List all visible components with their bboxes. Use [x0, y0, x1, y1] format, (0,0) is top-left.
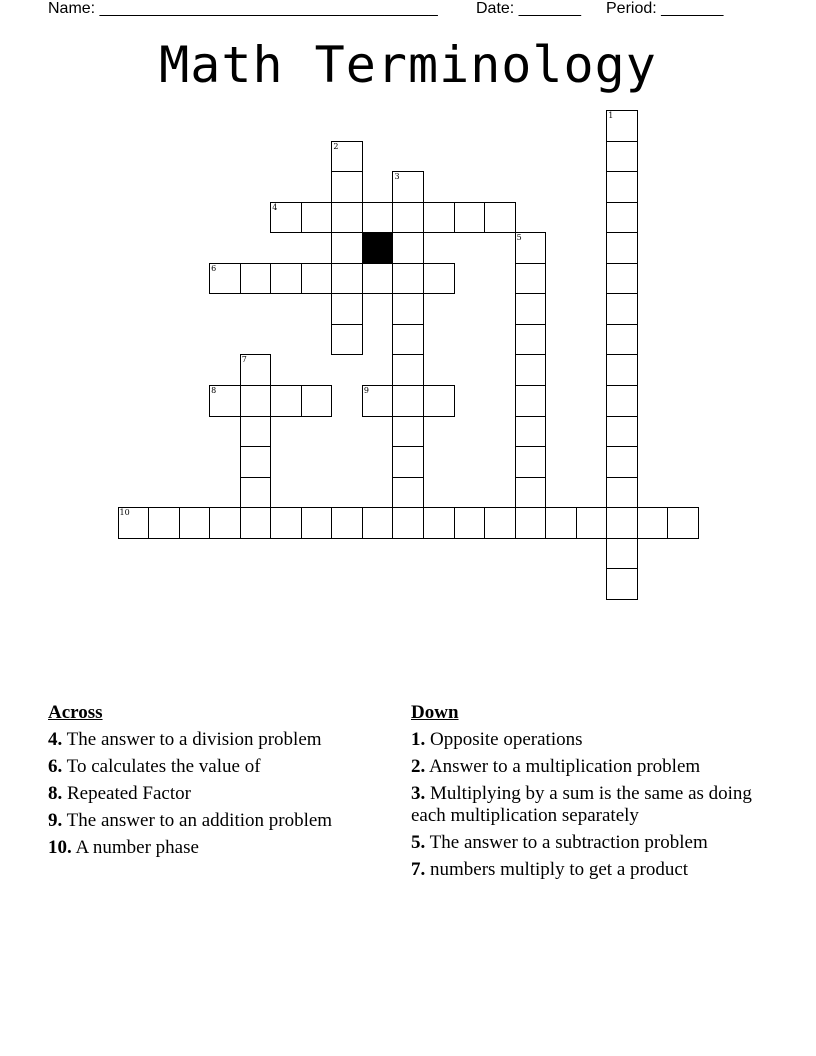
- period-label[interactable]: Period: _______: [606, 0, 724, 17]
- answer-cell[interactable]: [606, 385, 638, 417]
- answer-cell[interactable]: [392, 446, 424, 478]
- answer-cell[interactable]: [606, 110, 638, 142]
- answer-cell[interactable]: [515, 385, 547, 417]
- answer-cell[interactable]: [240, 354, 272, 386]
- answer-cell[interactable]: [270, 507, 302, 539]
- answer-cell[interactable]: [515, 446, 547, 478]
- clue-number-label: 4: [272, 202, 278, 212]
- answer-cell[interactable]: [423, 385, 455, 417]
- clue-text: The answer to an addition problem: [66, 810, 333, 831]
- answer-cell[interactable]: [606, 263, 638, 295]
- answer-cell[interactable]: [515, 263, 547, 295]
- answer-cell[interactable]: [301, 385, 333, 417]
- clue-text: The answer to a subtraction problem: [429, 832, 708, 853]
- answer-cell[interactable]: [392, 263, 424, 295]
- answer-cell[interactable]: [392, 293, 424, 325]
- answer-cell[interactable]: [454, 202, 486, 234]
- answer-cell[interactable]: [606, 477, 638, 509]
- answer-cell[interactable]: [240, 446, 272, 478]
- answer-cell[interactable]: [331, 232, 363, 264]
- answer-cell[interactable]: [331, 202, 363, 234]
- clue-across-10: [48, 837, 378, 859]
- answer-cell[interactable]: [515, 324, 547, 356]
- answer-cell[interactable]: [301, 507, 333, 539]
- answer-cell[interactable]: [392, 171, 424, 203]
- answer-cell[interactable]: [606, 141, 638, 173]
- answer-cell[interactable]: [270, 385, 302, 417]
- answer-cell[interactable]: [606, 232, 638, 264]
- clue-text: Answer to a multiplication problem: [428, 756, 701, 777]
- answer-cell[interactable]: [606, 354, 638, 386]
- answer-cell[interactable]: [454, 507, 486, 539]
- clue-number-label: 3: [394, 172, 400, 182]
- answer-cell[interactable]: [606, 416, 638, 448]
- answer-cell[interactable]: [392, 354, 424, 386]
- clue-number-label: 2: [333, 141, 339, 151]
- clue-number: 10.: [48, 837, 72, 858]
- clue-number-label: 10: [119, 508, 130, 518]
- answer-cell[interactable]: [392, 202, 424, 234]
- clue-text: A number phase: [75, 837, 199, 858]
- clue-number-label: 7: [241, 355, 247, 365]
- clue-text: Repeated Factor: [67, 783, 191, 804]
- answer-cell[interactable]: [362, 263, 394, 295]
- answer-cell[interactable]: [392, 416, 424, 448]
- across-clues: [48, 702, 378, 864]
- clue-number-label: 8: [211, 385, 217, 395]
- clue-across-8: [48, 783, 378, 805]
- answer-cell[interactable]: [515, 507, 547, 539]
- clue-text: To calculates the value of: [66, 756, 261, 777]
- answer-cell[interactable]: [331, 324, 363, 356]
- down-heading: Down: [411, 702, 459, 723]
- answer-cell[interactable]: [209, 385, 241, 417]
- name-label[interactable]: Name: ______________________________________: [48, 0, 438, 17]
- answer-cell[interactable]: [331, 507, 363, 539]
- answer-cell[interactable]: [209, 263, 241, 295]
- clue-text: numbers multiply to get a product: [430, 859, 689, 880]
- answer-cell[interactable]: [362, 385, 394, 417]
- clue-down-3: [411, 783, 771, 827]
- clue-text: Opposite operations: [430, 729, 583, 750]
- page-title: Math Terminology: [159, 36, 657, 94]
- across-heading: Across: [48, 702, 103, 723]
- clue-across-4: [48, 729, 378, 751]
- answer-cell[interactable]: [576, 507, 608, 539]
- answer-cell[interactable]: [606, 171, 638, 203]
- answer-cell[interactable]: [392, 232, 424, 264]
- answer-cell[interactable]: [270, 202, 302, 234]
- clue-down-1: [411, 729, 771, 751]
- answer-cell[interactable]: [423, 202, 455, 234]
- answer-cell[interactable]: [118, 507, 150, 539]
- answer-cell[interactable]: [515, 416, 547, 448]
- answer-cell[interactable]: [515, 354, 547, 386]
- answer-cell[interactable]: [515, 232, 547, 264]
- clue-number: 8.: [48, 783, 63, 804]
- answer-cell[interactable]: [240, 263, 272, 295]
- answer-cell[interactable]: [484, 202, 516, 234]
- answer-cell[interactable]: [240, 416, 272, 448]
- answer-cell[interactable]: [301, 202, 333, 234]
- answer-cell[interactable]: [606, 507, 638, 539]
- answer-cell[interactable]: [606, 293, 638, 325]
- clue-number: 5.: [411, 832, 426, 853]
- clue-across-9: [48, 810, 378, 832]
- clue-text: Multiplying by a sum is the same as doing each multiplication separately: [411, 783, 752, 826]
- answer-cell[interactable]: [392, 324, 424, 356]
- answer-cell[interactable]: [331, 293, 363, 325]
- clue-number: 7.: [411, 859, 426, 880]
- answer-cell[interactable]: [423, 507, 455, 539]
- clue-number: 2.: [411, 756, 426, 777]
- clue-number-label: 5: [516, 233, 522, 243]
- answer-cell[interactable]: [209, 507, 241, 539]
- answer-cell[interactable]: [240, 385, 272, 417]
- down-clues: [411, 702, 771, 886]
- answer-cell[interactable]: [484, 507, 516, 539]
- answer-cell[interactable]: [179, 507, 211, 539]
- clue-number: 4.: [48, 729, 63, 750]
- clue-number-label: 1: [608, 111, 614, 120]
- answer-cell[interactable]: [392, 385, 424, 417]
- clue-text: The answer to a division problem: [66, 729, 322, 750]
- answer-cell[interactable]: [545, 507, 577, 539]
- answer-cell[interactable]: [301, 263, 333, 295]
- answer-cell[interactable]: [362, 202, 394, 234]
- clue-number: 3.: [411, 783, 426, 804]
- answer-cell[interactable]: [606, 324, 638, 356]
- answer-cell[interactable]: [331, 171, 363, 203]
- clue-number: 9.: [48, 810, 63, 831]
- answer-cell[interactable]: [606, 446, 638, 478]
- answer-cell[interactable]: [515, 477, 547, 509]
- clue-number: 1.: [411, 729, 426, 750]
- answer-cell[interactable]: [606, 538, 638, 570]
- answer-cell[interactable]: [392, 507, 424, 539]
- answer-cell[interactable]: [240, 507, 272, 539]
- answer-cell[interactable]: [606, 202, 638, 234]
- answer-cell[interactable]: [392, 477, 424, 509]
- answer-cell[interactable]: [331, 141, 363, 173]
- clue-number-label: 6: [211, 263, 217, 273]
- answer-cell[interactable]: [362, 507, 394, 539]
- clue-number-label: 9: [363, 385, 369, 395]
- black-square: [362, 232, 394, 264]
- clue-number: 6.: [48, 756, 63, 777]
- clue-down-2: [411, 756, 771, 778]
- clue-down-7: [411, 859, 771, 881]
- answer-cell[interactable]: [148, 507, 180, 539]
- answer-cell[interactable]: [637, 507, 669, 539]
- clue-down-5: [411, 832, 771, 854]
- answer-cell[interactable]: [667, 507, 699, 539]
- answer-cell[interactable]: [515, 293, 547, 325]
- answer-cell[interactable]: [331, 263, 363, 295]
- answer-cell[interactable]: [240, 477, 272, 509]
- answer-cell[interactable]: [423, 263, 455, 295]
- answer-cell[interactable]: [606, 568, 638, 600]
- clue-across-6: [48, 756, 378, 778]
- date-label[interactable]: Date: _______: [476, 0, 581, 17]
- answer-cell[interactable]: [270, 263, 302, 295]
